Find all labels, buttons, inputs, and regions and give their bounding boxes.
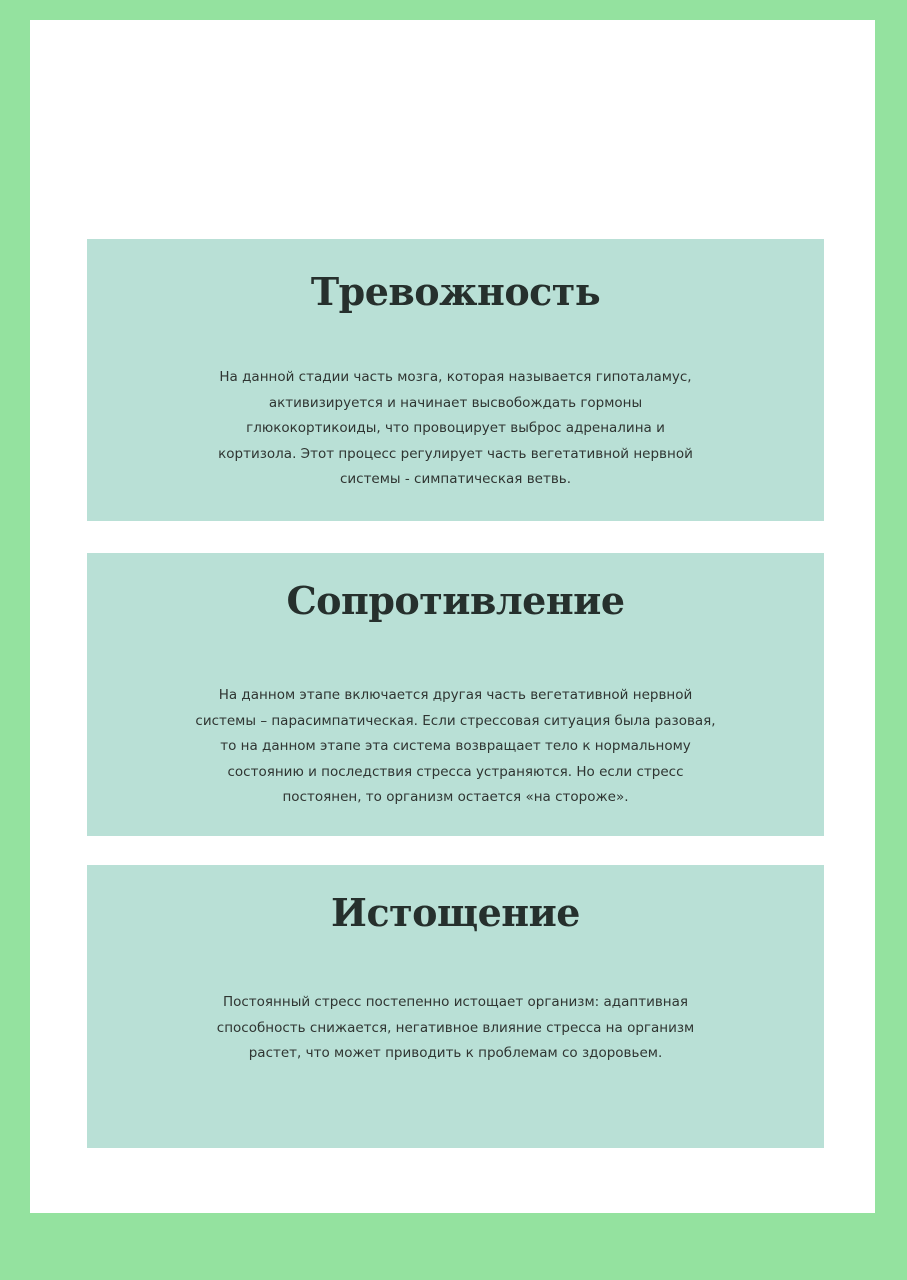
- card-text: На данном этапе включается другая часть вегетативной нервной системы – парасимпатическая. Если стрессовая ситуация была разовая, то на данном этапе эта система возвращает тело к нормальному состоянию и последствия стресса устраняются. Но если стресс постоянен, то организм остается «на стороже».: [195, 687, 716, 805]
- card-title: Тревожность: [310, 269, 601, 314]
- card-text: Постоянный стресс постепенно истощает организм: адаптивная способность снижается, негативное влияние стресса на организм растет, что может приводить к проблемам со здоровьем.: [216, 994, 695, 1061]
- stage-card-exhaustion: [87, 865, 824, 1148]
- card-text: На данной стадии часть мозга, которая называется гипоталамус, активизируется и начинает высвобождать гормоны глюкокортикоиды, что провоцирует выброс адреналина и кортизола. Этот процесс регулирует часть вегетативной нервной системы - симпатическая ветвь.: [218, 369, 693, 487]
- stage-card-anxiety: [87, 239, 824, 521]
- page-sheet: [30, 20, 875, 1213]
- card-title: Сопротивление: [286, 578, 625, 623]
- card-title: Истощение: [331, 890, 580, 935]
- stage-card-resistance: [87, 553, 824, 836]
